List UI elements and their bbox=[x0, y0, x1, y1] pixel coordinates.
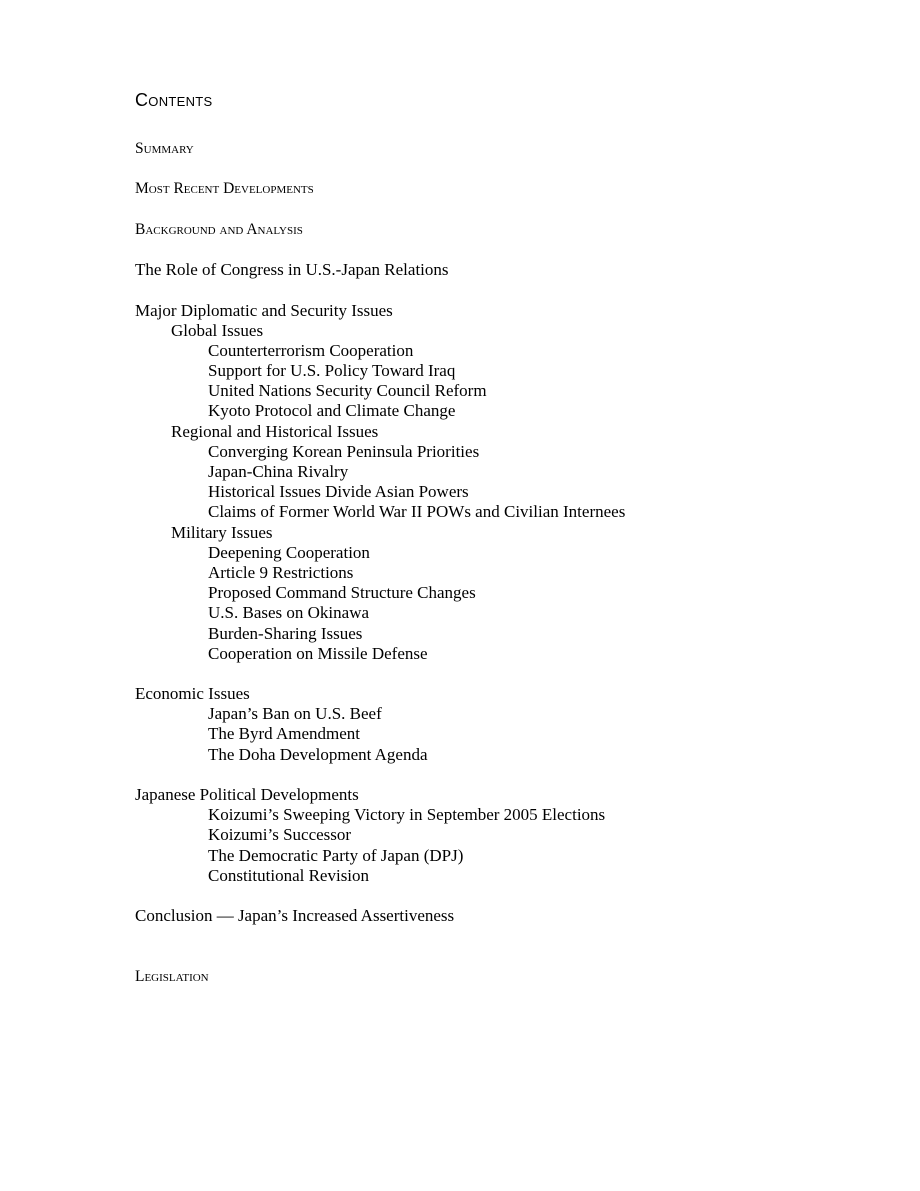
toc-section-major-diplomatic[interactable]: Major Diplomatic and Security Issues bbox=[135, 300, 393, 320]
toc-item[interactable]: Burden-Sharing Issues bbox=[208, 623, 363, 643]
toc-item[interactable]: Constitutional Revision bbox=[208, 865, 370, 885]
toc-item[interactable]: Cooperation on Missile Defense bbox=[208, 643, 428, 663]
toc-item[interactable]: Converging Korean Peninsula Priorities bbox=[208, 441, 480, 461]
toc-item[interactable]: Article 9 Restrictions bbox=[208, 562, 354, 582]
toc-entry-background-and-analysis[interactable]: Background and Analysis bbox=[135, 220, 303, 238]
toc-item[interactable]: U.S. Bases on Okinawa bbox=[208, 603, 370, 623]
page-title: Contents bbox=[135, 90, 213, 110]
toc-item[interactable]: Counterterrorism Cooperation bbox=[208, 340, 414, 360]
toc-entry-legislation[interactable]: Legislation bbox=[135, 967, 209, 985]
toc-item[interactable]: Japan’s Ban on U.S. Beef bbox=[208, 704, 382, 724]
table-of-contents bbox=[135, 139, 835, 987]
toc-subsection-global-issues[interactable]: Global Issues bbox=[171, 320, 264, 340]
toc-section-political-developments[interactable]: Japanese Political Developments bbox=[135, 785, 359, 804]
toc-item[interactable]: Koizumi’s Successor bbox=[208, 825, 352, 845]
toc-item[interactable]: United Nations Security Council Reform bbox=[208, 381, 487, 401]
toc-subsection-regional-issues[interactable]: Regional and Historical Issues bbox=[171, 421, 379, 441]
toc-item[interactable]: The Byrd Amendment bbox=[208, 724, 361, 744]
toc-item[interactable]: The Democratic Party of Japan (DPJ) bbox=[208, 845, 464, 865]
toc-entry-conclusion[interactable]: Conclusion — Japan’s Increased Assertiveness bbox=[135, 906, 455, 926]
toc-item[interactable]: Koizumi’s Sweeping Victory in September 2005 Elections bbox=[208, 805, 606, 825]
toc-section-economic-issues[interactable]: Economic Issues bbox=[135, 684, 250, 704]
toc-item[interactable]: Proposed Command Structure Changes bbox=[208, 583, 476, 603]
toc-item[interactable]: Support for U.S. Policy Toward Iraq bbox=[208, 361, 456, 381]
toc-entry-summary[interactable]: Summary bbox=[135, 140, 194, 157]
toc-item[interactable]: Claims of Former World War II POWs and Civilian Internees bbox=[208, 502, 626, 522]
toc-subsection-military-issues[interactable]: Military Issues bbox=[171, 522, 273, 542]
toc-entry-role-of-congress[interactable]: The Role of Congress in U.S.-Japan Relations bbox=[135, 260, 449, 280]
toc-item[interactable]: Historical Issues Divide Asian Powers bbox=[208, 482, 469, 502]
toc-item[interactable]: Kyoto Protocol and Climate Change bbox=[208, 401, 456, 421]
toc-item[interactable]: Japan-China Rivalry bbox=[208, 462, 349, 481]
toc-entry-most-recent-developments[interactable]: Most Recent Developments bbox=[135, 180, 314, 198]
toc-item[interactable]: The Doha Development Agenda bbox=[208, 744, 428, 764]
toc-item[interactable]: Deepening Cooperation bbox=[208, 542, 370, 562]
